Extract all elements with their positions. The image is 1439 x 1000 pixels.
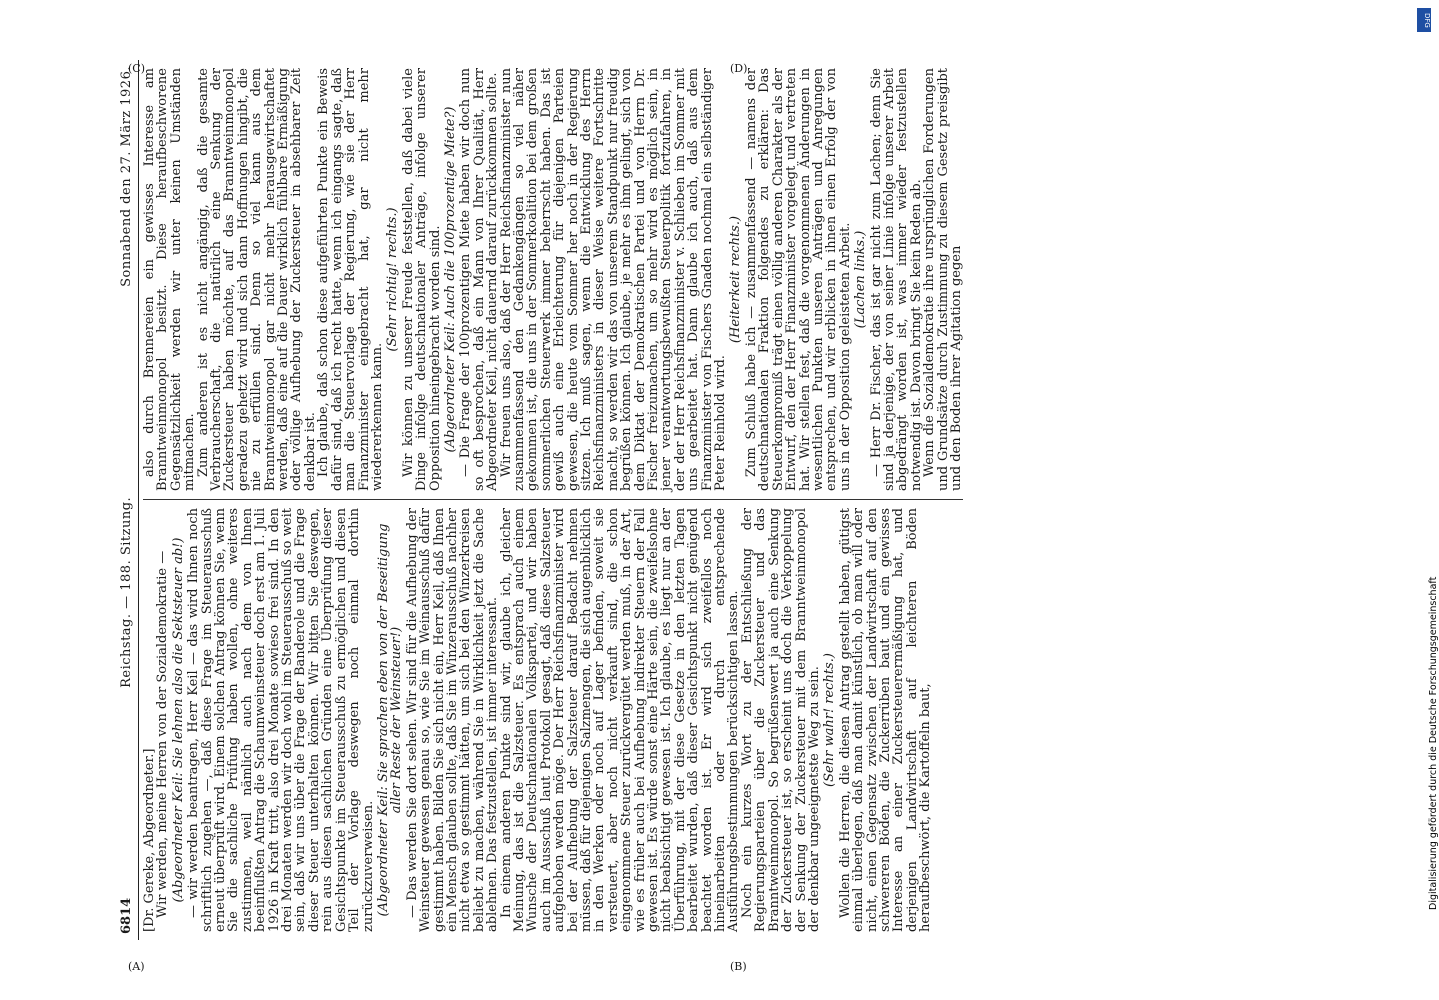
paragraph: — Herr Dr. Fischer, das ist gar nicht zum Lachen; denn Sie sind ja derjenige, der von seiner Linie infolge unserer Arbeit abgedrängt worden ist, was immer wieder festzustellen notwendig ist. Davon bringt Sie kein Reden ab. [868,68,924,491]
digitization-credit [1414,120,1439,940]
margin-mark-d: (D) [730,62,748,75]
paragraph: Noch ein kurzes Wort zu der Entschließung der Regierungsparteien über die Zuckersteuer und das Branntweinmonopol. So begrüßenswert ja auch eine Senkung der Zuckersteuer ist, so erscheint uns doch die Verkoppelung der Senkung der Zuckersteuer mit dem Branntweinmonopol der denkbar ungeeignetste Weg zu sein. [739,508,822,932]
paragraph: — wir werden beantragen, Herr Keil — das wird Ihnen noch schriftlich zugehen —, daß diese Frage im Steuerausschuß erneut überprüft wird. Einem solchen Antrag können Sie, wenn Sie die sachliche Prüfung haben wollen, ohne weiteres zustimmen, weil nämlich auch nach dem von Ihnen beeinflußten Antrag die Schaumweinsteuer doch erst am 1. Juli 1926 in Kraft tritt, also drei Monate sowieso frei sind. In den drei Monaten werden wir doch wohl im Steuerausschuß so weit sein, daß wir uns über die Frage der Banderole und die Frage dieser Steuer unterhalten können. Wir bitten Sie deswegen, rein aus diesen sachlichen Gründen eine Überprüfung dieser Gesichtspunkte im Steuerausschuß zu ermöglichen und diesen Teil der Vorlage deswegen noch einmal dorthin zurückzuverweisen. [186,508,376,932]
paragraph: Wollen die Herren, die diesen Antrag gestellt haben, gütigst einmal überlegen, daß man damit künstlich, ob man will oder nicht, einen Gegensatz zwischen der Landwirtschaft auf den schwereren Böden, die Zuckerrüben baut und ein gewisses Interesse an einer Zuckersteuerermäßigung hat, und derjenigen Landwirtschaft auf leichteren Böden heraufbeschwört, die Kartoffeln baut, [837,508,934,932]
paragraph: In einem anderen Punkte sind wir, glaube ich, gleicher Meinung, das ist die Salzsteuer. Es entsprach auch einem Wunsche der Deutschnationalen Volkspartei, und wir haben auch im Ausschuß laut Protokoll gesagt, daß diese Salzsteuer aufgehoben werden möge. Der Herr Reichsfinanzminister wird bei der Aufhebung der Salzsteuer darauf Bedacht nehmen müssen, daß für diejenigen Salzmengen, die sich augenblicklich in den Werken oder noch auf Lager befinden, soweit sie versteuert, aber noch nicht verkauft sind, die schon eingenommene Steuer zurückvergütet werden muß, in der Art, wie es früher auch bei Aufhebung indirekter Steuern der Fall gewesen ist. Es würde sonst eine Härte sein, die zweifelsohne nicht beabsichtigt gewesen ist. Ich glaube, es liegt nur an der Überführung, mit der diese Gesetze in den letzten Tagen bearbeitet wurden, daß dieser Gesichtspunkt nicht genügend beachtet worden ist. Er wird sich zweifellos noch hineinarbeiten oder durch entsprechende Ausführungsbestimmungen berücksichtigen lassen. [498,508,742,932]
paragraph: Zum Schluß habe ich — zusammenfassend — namens der deutschnationalen Fraktion folgendes zu erklären: Das Steuerkompromiß trägt einen völlig anderen Charakter als der Entwurf, den der Herr Finanzminister vorgelegt und vertreten hat. Wir stellen fest, daß die vorgenommenen Änderungen in wesentlichen Punkten unseren Anträgen und Anregungen entsprechen, und wir erblicken in ihnen einen Erfolg der von uns in der Opposition geleisteten Arbeit. [743,68,853,491]
paragraph: (Abgeordneter Keil: Auch die 100prozentige Miete?) [442,106,458,453]
paragraph: Zum anderen ist es nicht angängig, daß die gesamte Verbraucherschaft, die natürlich eine Senkung der Zuckersteuer haben möchte, auf das Branntweinmonopol geradezu gehetzt wird und sich dann Hoffnungen hingibt, die nie zu erfüllen sind. Denn so viel kann aus dem Branntweinmonopol gar nicht mehr herausgewirtschaftet werden, daß eine auf die Dauer wirklich fühlbare Ermäßigung oder völlige Aufhebung der Zuckersteuer in absehbarer Zeit denkbar ist. [195,68,318,491]
page-header [120,60,139,940]
paragraph: (Abgeordneter Keil: Sie sprachen eben von der Beseitigung aller Reste der Weinsteuer!) [375,523,405,917]
dfg-logo: DFG [1417,8,1431,32]
paragraph: (Sehr wahr! rechts.) [822,653,838,787]
paragraph: Wir freuen uns also, daß der Herr Reichsfinanzminister nun zusammenfassend den Gedankengängen so viel näher gekommen ist, die uns in der Sommerkoalition bei dem großen sommerlichen Steuerwerk immer beherrscht haben. Das ist gewiß auch eine Erleichterung für diejenigen Parteien gewesen, die heute vom Sommer her noch in der Regierung sitzen. Ich muß sagen, wenn die Entwicklung des Herrn Reichsfinanzministers in dieser Weise weitere Fortschritte macht, so werden wir das von unserem Standpunkt nur freudig begrüßen können. Ich glaube, je mehr es ihm gelingt, sich von dem Diktat der Demokratischen Partei und von Herrn Dr. Fischer freizumachen, um so mehr wird es möglich sein, in jener verantwortungsbewußten Steuerpolitik fortzufahren, in der der Herr Reichsfinanzminister v. Schlieben im Sommer mit uns gearbeitet hat. Dann glaube ich auch, daß aus dem Finanzminister von Fischers Gnaden nochmal ein selbständiger Peter Reinhold wird. [498,68,729,491]
paragraph: — Das werden Sie dort sehen. Wir sind für die Aufhebung der Weinsteuer gewesen genau so, wie Sie im Weinausschuß dafür gestimmt haben. Bilden Sie sich nicht ein, Herr Keil, daß Ihnen ein Mensch glauben sollte, daß Sie im Winzerausschuß nachher nicht etwa so gestimmt hätten, um sich bei den Winzerkreisen beliebt zu machen, während Sie in Wirklichkeit jetzt die Sache ablehnen. Das festzustellen, ist immer interessant. [404,508,501,932]
paragraph: (Lachen links.) [853,230,869,329]
margin-mark-a: (A) [128,960,145,973]
text-columns [143,60,963,940]
right-column [143,60,963,500]
session-title: Reichstag. — 188. Sitzung. [119,496,134,688]
paragraph: Wir können zu unserer Freude feststellen, daß dabei viele Dinge infolge deutschnationaler Anträge, infolge unserer Opposition hineingebracht worden sind. [400,68,443,491]
paragraph: Ich glaube, daß schon diese aufgeführten Punkte ein Beweis dafür sind, daß ich recht hatte, wenn ich eingangs sagte, daß man die Steuervorlage der Regierung, wie sie der Herr Finanzminister eingebracht hat, gar nicht mehr wiedererkennen kann. [316,68,385,491]
paragraph: [Dr. Gereke, Abgeordneter.] [142,748,157,932]
paragraph: (Heiterkeit rechts.) [728,215,744,344]
margin-mark-b: (B) [730,960,747,973]
paragraph: (Abgeordneter Keil: Sie lehnen also die Sektsteuer ab!) [170,537,186,903]
rotated-document-page [120,60,1320,940]
session-date: Sonnabend den 27. März 1926. [119,66,134,287]
left-column [143,500,963,940]
paragraph: (Sehr richtig! rechts.) [385,207,401,352]
paragraph: also durch Brennereien ein gewisses Interesse am Branntweinmonopol besitzt. Diese heraufbeschworene Gegensätzlichkeit werden wir unter keinen Umständen mitmachen. [142,68,198,491]
page-number: 6814 [119,897,134,934]
paragraph: Wir werden, meine Herren von der Sozialdemokratie — [155,550,171,918]
paragraph: — Die Frage der 100prozentigen Miete haben wir doch nun so oft besprochen, daß ein Mann von Ihrer Qualität, Herr Abgeordneter Keil, nicht dauernd darauf zurückkommen sollte. [458,68,501,491]
credit-text: Digitalisierung gefördert durch die Deutsche Forschungsgemeinschaft [1428,576,1439,910]
paragraph: Wenn die Sozialdemokratie ihre ursprünglichen Forderungen und Grundsätze durch Zustimmung zu diesem Gesetz preisgibt und den Boden ihrer Agitation gegen [922,68,964,491]
margin-mark-c: (C) [128,62,145,75]
